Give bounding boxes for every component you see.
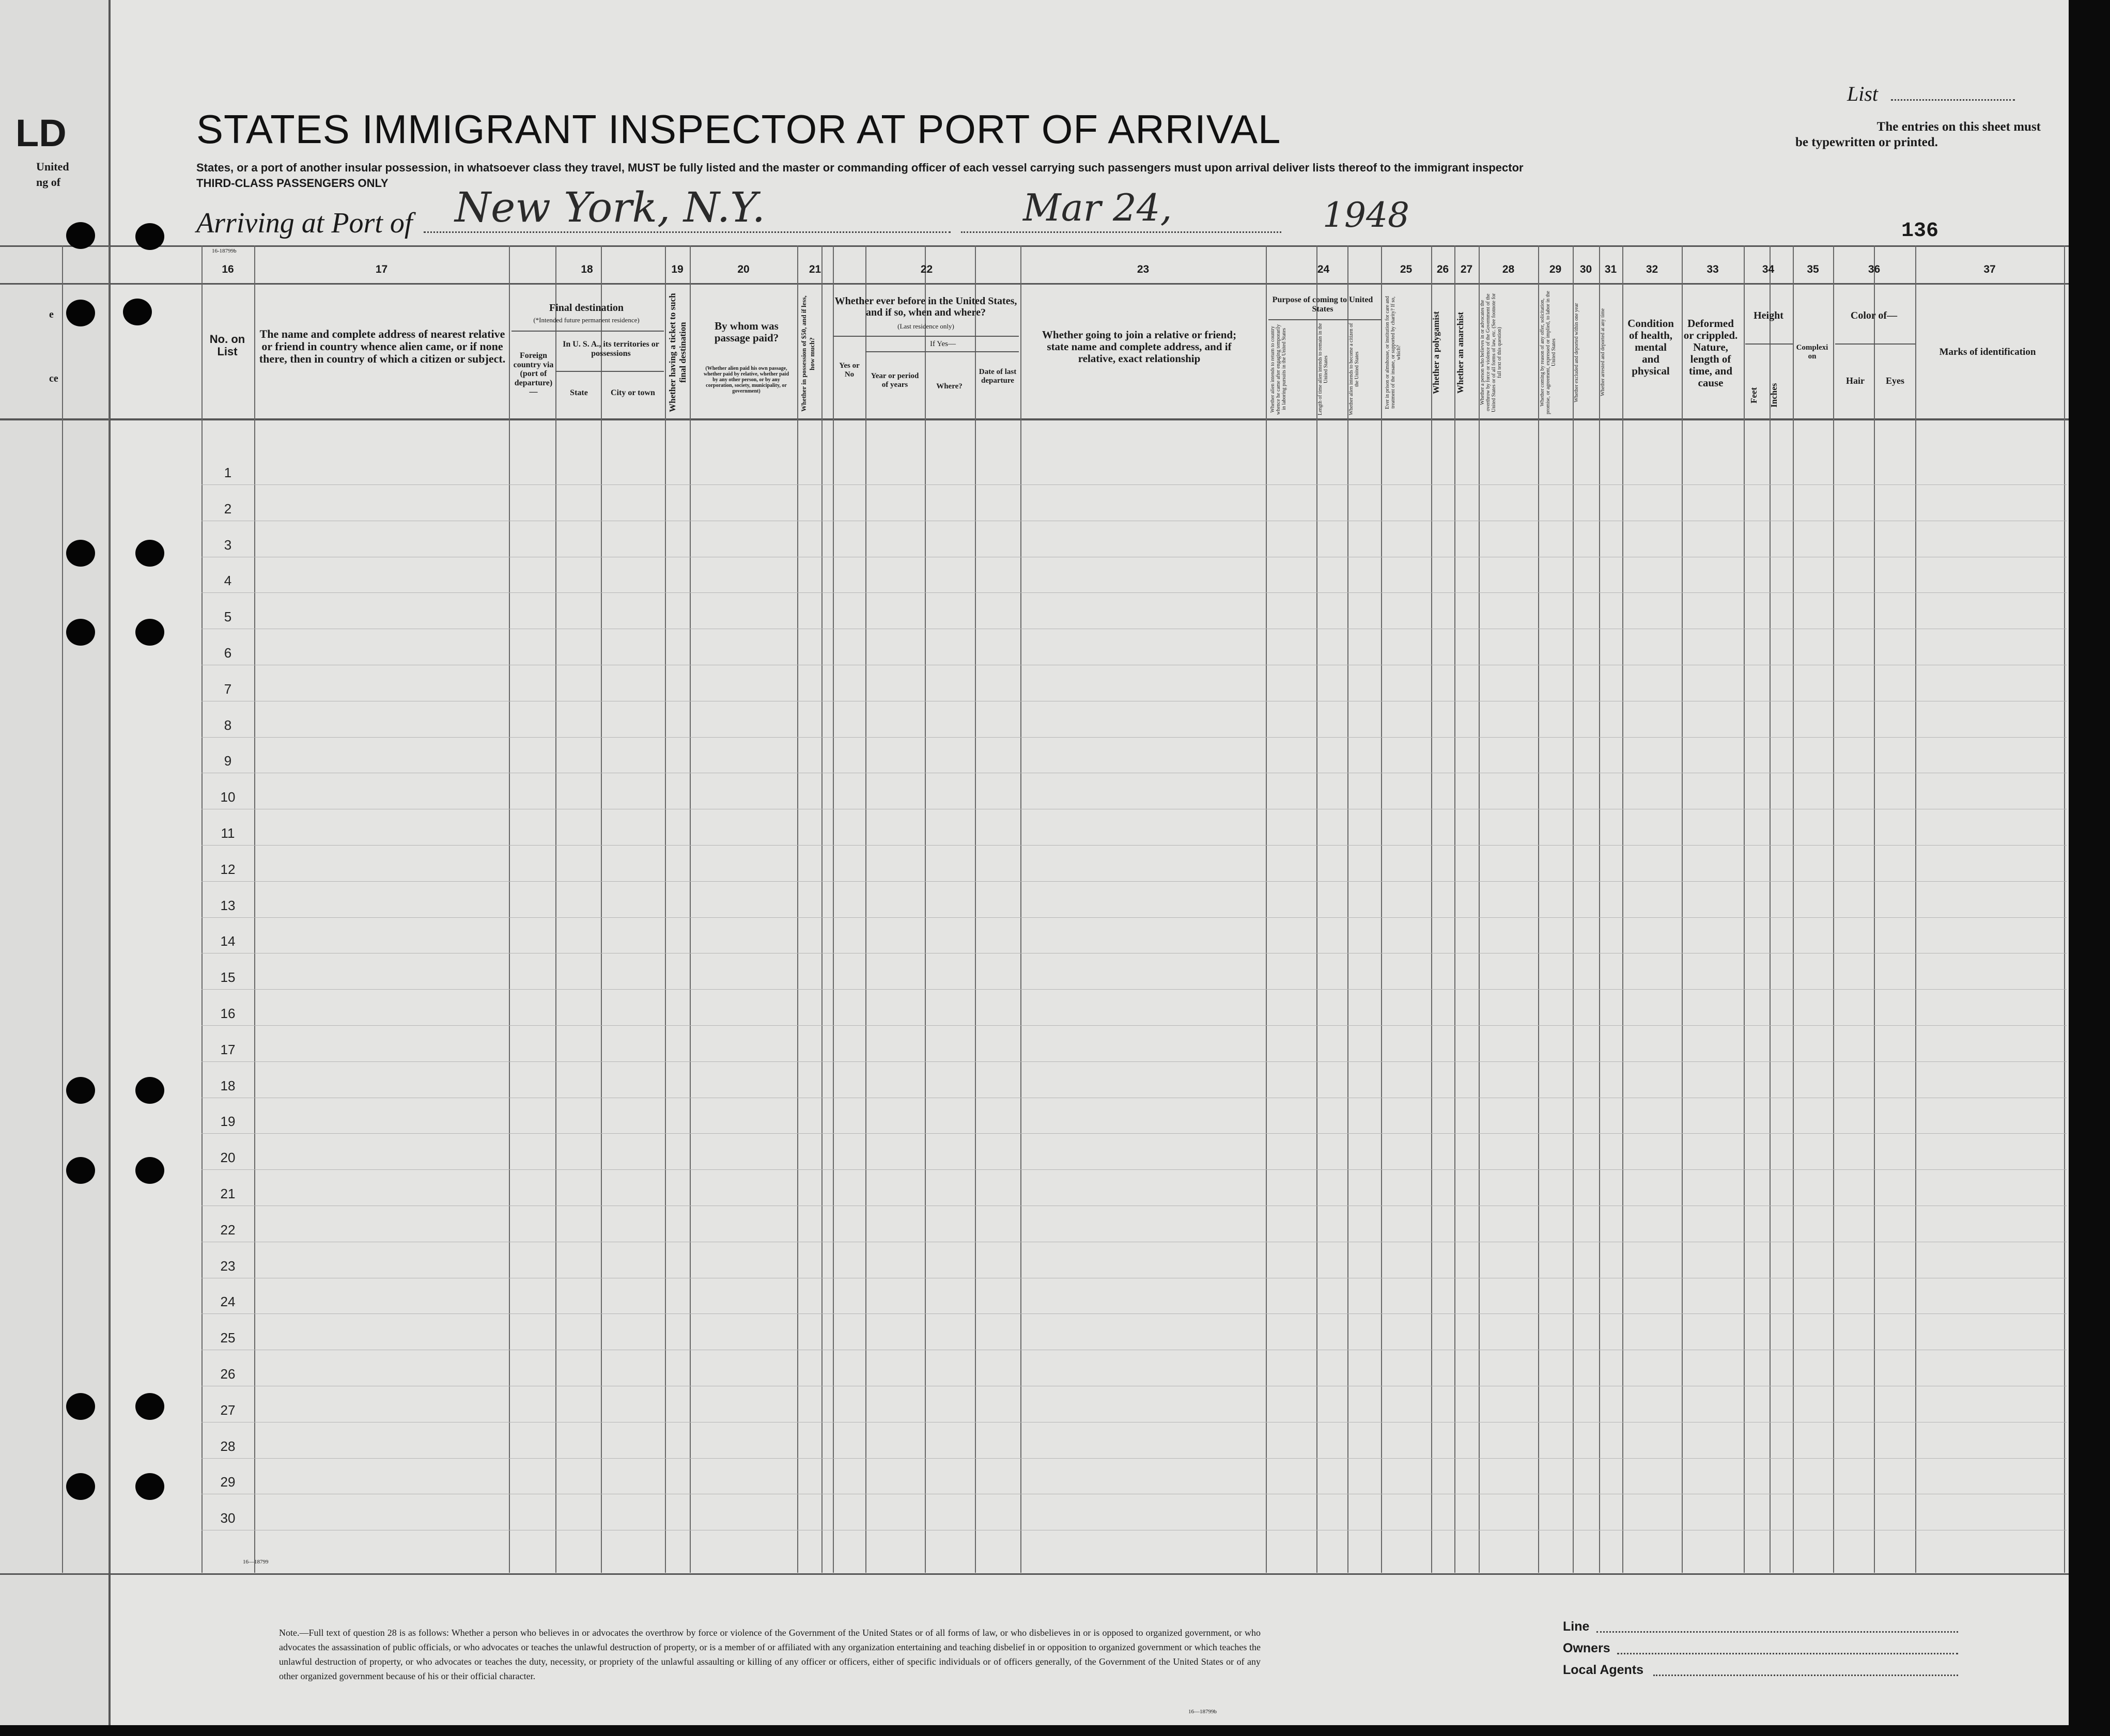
- column-number: 36: [1868, 263, 1881, 275]
- row-rule: [201, 1025, 2067, 1026]
- header-col24-c: Whether alien intends to become a citizen of the United States: [1348, 323, 1360, 416]
- column-number: 29: [1549, 263, 1562, 275]
- row-rule: [201, 737, 2067, 738]
- row-number: 20: [220, 1150, 236, 1166]
- column-divider: [1622, 245, 1623, 1573]
- column-number: 19: [671, 263, 684, 275]
- header-col18-foreign: Foreign country via (port of departure)—: [513, 351, 554, 397]
- header-col34-title: Height: [1754, 310, 1783, 321]
- punch-hole: [66, 1157, 95, 1184]
- row-number: 26: [220, 1366, 236, 1382]
- column-number: 34: [1762, 263, 1775, 275]
- row-number: 8: [224, 717, 232, 733]
- row-number: 23: [220, 1258, 236, 1274]
- header-col35: Complexion: [1796, 343, 1828, 361]
- header-col22-date: Date of last departure: [979, 368, 1017, 385]
- row-number: 15: [220, 969, 236, 986]
- header-col21: Whether in possession of $50, and if less, how much?: [800, 295, 816, 412]
- row-number: 28: [220, 1438, 236, 1454]
- column-divider: [865, 245, 866, 1573]
- header-col18-title: Final destination: [549, 302, 624, 314]
- col18-usa-rule: [555, 371, 664, 372]
- row-number: 21: [220, 1186, 236, 1201]
- header-col37: Marks of identification: [1939, 347, 2036, 357]
- row-rule: [201, 592, 2067, 593]
- column-divider: [1682, 245, 1683, 1573]
- row-number: 16: [220, 1006, 236, 1021]
- form-code-footer: 16—18799b: [1188, 1709, 1217, 1715]
- form-title: STATES IMMIGRANT INSPECTOR AT PORT OF ARRIVAL: [196, 106, 1281, 152]
- column-number: 16: [222, 263, 234, 275]
- header-col34-feet: Feet: [1749, 387, 1759, 403]
- row-rule: [201, 881, 2067, 882]
- header-col23: Whether going to join a relative or friend; state name and complete address, and if relative, exact relationship: [1042, 329, 1237, 365]
- column-divider: [925, 245, 926, 1573]
- punch-hole: [135, 1393, 164, 1420]
- row-number: 14: [220, 933, 236, 949]
- col34-subrule: [1745, 343, 1793, 345]
- row-number: 24: [220, 1294, 236, 1310]
- arriving-label: Arriving at Port of: [196, 207, 413, 239]
- row-number: 5: [224, 609, 232, 625]
- column-number: 30: [1579, 263, 1592, 275]
- col36-subrule: [1835, 343, 1915, 345]
- column-number: 25: [1400, 263, 1413, 275]
- row-number: 10: [220, 789, 236, 805]
- row-number: 3: [224, 537, 232, 553]
- column-divider: [975, 245, 976, 1573]
- owners-label: Owners: [1563, 1641, 1610, 1655]
- column-divider: [601, 245, 602, 1573]
- column-number: 31: [1604, 263, 1617, 275]
- form-subtitle: States, or a port of another insular possession, in whatsoever class they travel, MUST be fully listed and the master or commanding officer of each vessel carrying such passengers must upon arrival deliver lists thereof to the immigrant inspector: [196, 161, 1524, 174]
- column-number: 37: [1983, 263, 1996, 275]
- col22-ifyes-rule: [865, 351, 1019, 352]
- header-col25: Ever in prison or almshouse, or institution for care and treatment of the insane, or supported by charity? If so, which?: [1385, 296, 1402, 409]
- column-divider: [1381, 245, 1382, 1573]
- header-col17: The name and complete address of nearest relative or friend in country whence alien came, or if none there, then in country of which a citizen or subject.: [259, 327, 506, 366]
- column-number: 20: [737, 263, 750, 275]
- row-number: 12: [220, 861, 236, 877]
- column-number: 22: [920, 263, 933, 275]
- header-col20-note: (Whether alien paid his own passage, whether paid by relative, whether paid by any other person, or by any corporation, society, municipality, or government): [704, 366, 789, 394]
- col18-subrule: [511, 331, 664, 332]
- header-col20-title: By whom was passage paid?: [714, 320, 779, 345]
- punch-hole: [66, 222, 95, 249]
- header-col29: Whether coming by reason of any offer, solicitation, promise, or agreement, expressed or implied, to labor in the United States: [1540, 291, 1557, 414]
- row-number: 9: [224, 753, 232, 769]
- punch-hole: [135, 540, 164, 567]
- column-divider: [201, 245, 203, 1573]
- row-rule: [201, 1313, 2067, 1314]
- column-divider: [62, 245, 63, 1573]
- header-col19: Whether having a ticket to such final destination: [668, 293, 688, 412]
- column-number: 35: [1807, 263, 1819, 275]
- owners-dotted: [1617, 1653, 1958, 1654]
- form-code-bottom: 16—18799: [243, 1559, 269, 1565]
- row-number: 1: [224, 465, 232, 480]
- date-handwritten: Mar 24,: [1023, 186, 1172, 229]
- row-number: 22: [220, 1222, 236, 1238]
- header-col24-a: Whether alien intends to return to country whence he came after engaging temporarily in laboring pursuits in the United States: [1270, 324, 1287, 415]
- row-number: 4: [224, 573, 232, 589]
- header-col22-ifyes: If Yes—: [929, 340, 956, 348]
- column-divider: [1599, 245, 1600, 1573]
- column-number: 27: [1460, 263, 1473, 275]
- column-divider: [1538, 245, 1539, 1573]
- column-divider: [797, 245, 798, 1573]
- row-rule: [201, 989, 2067, 990]
- row-rule: [201, 1061, 2067, 1062]
- date-dotted-line: [961, 231, 1281, 233]
- port-handwritten: New York, N.Y.: [455, 183, 766, 231]
- class-label: THIRD-CLASS PASSENGERS ONLY: [196, 177, 389, 190]
- header-col36-eyes: Eyes: [1886, 376, 1904, 386]
- column-divider: [821, 245, 823, 1573]
- header-col31: Whether arrested and deported at any time: [1600, 308, 1606, 397]
- punch-hole: [66, 1393, 95, 1420]
- header-col24-title: Purpose of coming to United States: [1272, 295, 1373, 314]
- col22-subrule: [833, 336, 1019, 337]
- punch-hole: [135, 223, 164, 250]
- punch-hole: [135, 619, 164, 646]
- header-col18-city: City or town: [611, 388, 655, 397]
- header-col22-where: Where?: [936, 382, 963, 390]
- row-number: 18: [220, 1077, 236, 1093]
- punch-hole: [66, 300, 95, 326]
- row-number: 2: [224, 501, 232, 517]
- column-number: 21: [809, 263, 821, 275]
- row-number: 7: [224, 681, 232, 697]
- column-number: 28: [1502, 263, 1515, 275]
- column-divider: [1793, 245, 1794, 1573]
- column-divider: [1316, 245, 1317, 1573]
- header-col36-title: Color of—: [1850, 310, 1898, 321]
- punch-hole: [66, 619, 95, 646]
- line-dotted: [1596, 1631, 1958, 1633]
- row-rule: [201, 1458, 2067, 1459]
- punch-hole: [123, 299, 152, 325]
- header-col26: Whether a polygamist: [1431, 311, 1441, 394]
- header-col27: Whether an anarchist: [1455, 311, 1465, 394]
- punch-hole: [135, 1473, 164, 1500]
- row-number: 29: [220, 1474, 236, 1490]
- partial-text-edge-3: ce: [49, 373, 58, 384]
- form-code-small: 16-18799b: [212, 248, 237, 254]
- column-divider: [1479, 245, 1480, 1573]
- column-divider: [1573, 245, 1574, 1573]
- punch-hole: [135, 1157, 164, 1184]
- header-col22-year: Year or period of years: [871, 372, 919, 389]
- punch-hole: [66, 1473, 95, 1500]
- header-col32: Condition of health, mental and physical: [1627, 317, 1674, 378]
- list-label: List: [1847, 82, 1879, 105]
- column-divider: [1744, 245, 1745, 1573]
- column-divider: [1347, 245, 1348, 1573]
- local-agents-label: Local Agents: [1563, 1663, 1644, 1677]
- row-rule: [201, 845, 2067, 846]
- col24-subrule: [1268, 319, 1381, 320]
- column-number: 26: [1436, 263, 1449, 275]
- row-number: 6: [224, 645, 232, 661]
- column-divider: [108, 245, 110, 1573]
- punch-hole: [135, 1077, 164, 1104]
- column-divider: [1770, 245, 1771, 1573]
- column-divider: [2064, 245, 2065, 1573]
- partial-text-edge-1: United: [36, 160, 69, 173]
- column-divider: [254, 245, 255, 1573]
- column-number: 24: [1317, 263, 1330, 275]
- row-rule: [201, 484, 2067, 485]
- row-number: 30: [220, 1510, 236, 1526]
- header-top-rule: [0, 245, 2069, 247]
- column-divider: [1431, 245, 1432, 1573]
- page-number: 136: [1901, 220, 1939, 243]
- partial-title-edge: LD: [15, 112, 67, 154]
- line-label: Line: [1563, 1619, 1590, 1634]
- column-number: 18: [581, 263, 593, 275]
- header-col30: Whether excluded and deported within one year: [1574, 303, 1579, 402]
- agents-dotted: [1653, 1675, 1958, 1676]
- column-divider: [509, 245, 510, 1573]
- row-number: 17: [220, 1041, 236, 1057]
- header-col34-inches: Inches: [1769, 383, 1779, 408]
- header-col22-note: (Last residence only): [897, 322, 954, 330]
- row-number: 11: [221, 825, 235, 841]
- column-divider: [1454, 245, 1455, 1573]
- port-dotted-line: [424, 231, 951, 233]
- column-divider: [555, 245, 556, 1573]
- year-handwritten: 1948: [1323, 195, 1409, 235]
- footnote-q28: Note.—Full text of question 28 is as follows: Whether a person who believes in or advocates the overthrow by force or violence of the Government of the United States or of all forms of law, or who disbelieves in or is opposed to organized government, or who advocates the assassination of public officials, or who advocates or teaches the unlawful destruction of property, or is a member of or affiliated with any organization entertaining and teaching disbelief in or opposition to organized government or which teaches the unlawful destruction of property, or who advocates or teaches the duty, necessity, or propriety of the unlawful assaulting or killing of any officer or officers, either of specific individuals or of officers generally, of the Government of the United States or of any other organized government because of his or their official character.: [279, 1628, 1261, 1681]
- row-number: 19: [220, 1114, 236, 1130]
- punch-hole: [66, 1077, 95, 1104]
- column-divider: [665, 245, 666, 1573]
- column-number: 33: [1706, 263, 1719, 275]
- row-number: 13: [220, 897, 236, 913]
- column-divider: [1833, 245, 1834, 1573]
- entries-note-2: be typewritten or printed.: [1795, 135, 1938, 149]
- column-divider: [1874, 245, 1875, 1573]
- partial-text-edge-4: e: [49, 309, 54, 320]
- header-col24-b: Length of time alien intends to remain in the United States: [1317, 323, 1329, 416]
- table-bottom-rule: [0, 1573, 2069, 1575]
- column-divider: [1915, 245, 1916, 1573]
- row-number: 27: [220, 1402, 236, 1418]
- column-divider: [833, 245, 834, 1573]
- column-number: 17: [375, 263, 388, 275]
- header-no-on-list: No. on List: [209, 333, 245, 358]
- column-divider: [690, 245, 691, 1573]
- header-bottom-rule: [0, 418, 2069, 420]
- column-number: 32: [1646, 263, 1658, 275]
- header-col18-state: State: [570, 388, 588, 397]
- header-col18-usa: In U. S. A., its territories or possessions: [563, 340, 659, 358]
- header-col22-yesno: Yes or No: [839, 362, 860, 379]
- header-col33: Deformed or crippled. Nature, length of time, and cause: [1683, 317, 1738, 389]
- partial-text-edge-2: ng of: [36, 176, 61, 189]
- row-rule: [201, 917, 2067, 918]
- row-rule: [201, 1169, 2067, 1170]
- header-col28: Whether a person who believes in or advocates the overthrow by force or violence of the Government of the United States or of all forms of law, etc. (See footnote for full text of this question): [1480, 293, 1502, 412]
- list-dotted-line: [1891, 99, 2015, 101]
- row-number: 25: [220, 1330, 236, 1346]
- colnum-rule: [0, 283, 2069, 285]
- header-col36-hair: Hair: [1846, 376, 1865, 386]
- header-col22-title: Whether ever before in the United States, and if so, when and where?: [834, 295, 1017, 318]
- row-rule: [201, 1133, 2067, 1134]
- punch-hole: [66, 540, 95, 567]
- header-col18-note: (*Intended future permanent residence): [533, 316, 640, 324]
- column-number: 23: [1137, 263, 1150, 275]
- adjacent-page-strip: [0, 0, 111, 1725]
- column-divider: [1266, 245, 1267, 1573]
- column-divider: [1020, 245, 1021, 1573]
- entries-note-1: The entries on this sheet must: [1876, 120, 2041, 134]
